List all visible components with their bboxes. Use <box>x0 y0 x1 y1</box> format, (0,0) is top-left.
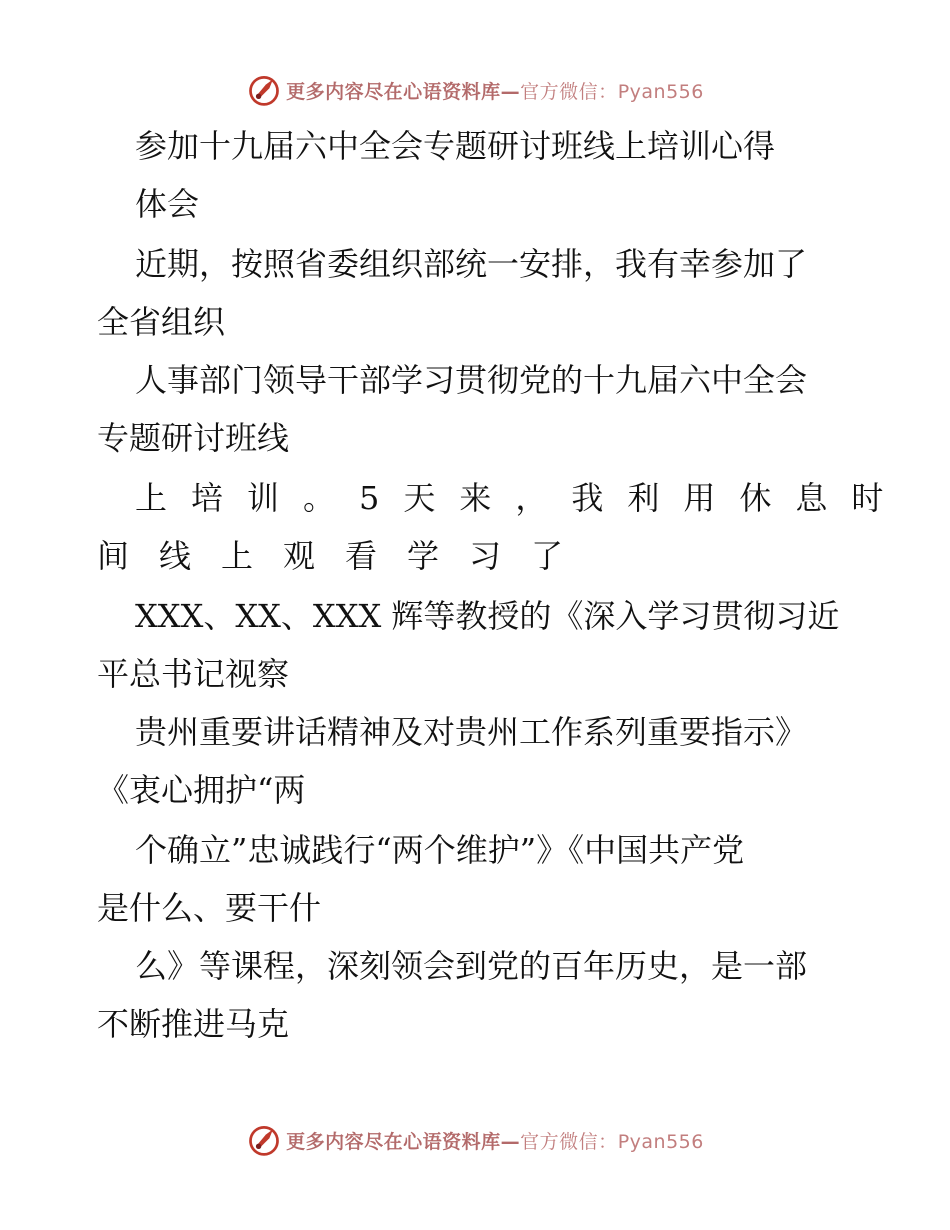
watermark-site-text: 更多内容尽在心语资料库 <box>286 80 501 103</box>
watermark-banner-bottom <box>0 1120 950 1160</box>
title-line-2: 体会 <box>135 185 200 223</box>
paragraph-line: 上培训。5天来，我利用休息时 <box>135 479 908 517</box>
logo-icon <box>246 1122 282 1158</box>
paragraph-line: 近期，按照省委组织部统一安排，我有幸参加了 <box>135 245 808 283</box>
watermark-wechat-id: Pyan556 <box>617 80 704 103</box>
paragraph-line: 平总书记视察 <box>97 655 290 693</box>
paragraph-line: 间线上观看学习了 <box>97 537 594 575</box>
watermark-site-text: 更多内容尽在心语资料库 <box>286 1130 501 1153</box>
paragraph-line: 不断推进马克 <box>97 1005 290 1043</box>
logo-icon <box>246 72 282 108</box>
paragraph-line: 是什么、要干什 <box>97 889 322 927</box>
paragraph-line: 《衷心拥护“两 <box>97 771 306 809</box>
watermark-dash: — <box>500 80 521 103</box>
paragraph-line: 人事部门领导干部学习贯彻党的十九届六中全会 <box>135 361 808 399</box>
paragraph-line: 个确立”忠诚践行“两个维护”》《中国共产党 <box>135 831 745 869</box>
paragraph-line: 全省组织 <box>97 303 226 341</box>
watermark-wechat-label: 官方微信： <box>520 1130 618 1153</box>
watermark-text <box>286 77 704 104</box>
paragraph-line: 专题研讨班线 <box>97 419 290 457</box>
watermark-dash: — <box>500 1130 521 1153</box>
watermark-wechat-label: 官方微信： <box>520 80 618 103</box>
paragraph-line: 么》等课程，深刻领会到党的百年历史，是一部 <box>135 947 808 985</box>
paragraph-line: XXX、XX、XXX 辉等教授的《深入学习贯彻习近 <box>135 597 840 635</box>
watermark-text <box>286 1127 704 1154</box>
paragraph-line: 贵州重要讲话精神及对贵州工作系列重要指示》 <box>135 713 808 751</box>
watermark-banner-top <box>0 70 950 110</box>
title-line-1: 参加十九届六中全会专题研讨班线上培训心得 <box>135 127 776 165</box>
watermark-wechat-id: Pyan556 <box>617 1130 704 1153</box>
